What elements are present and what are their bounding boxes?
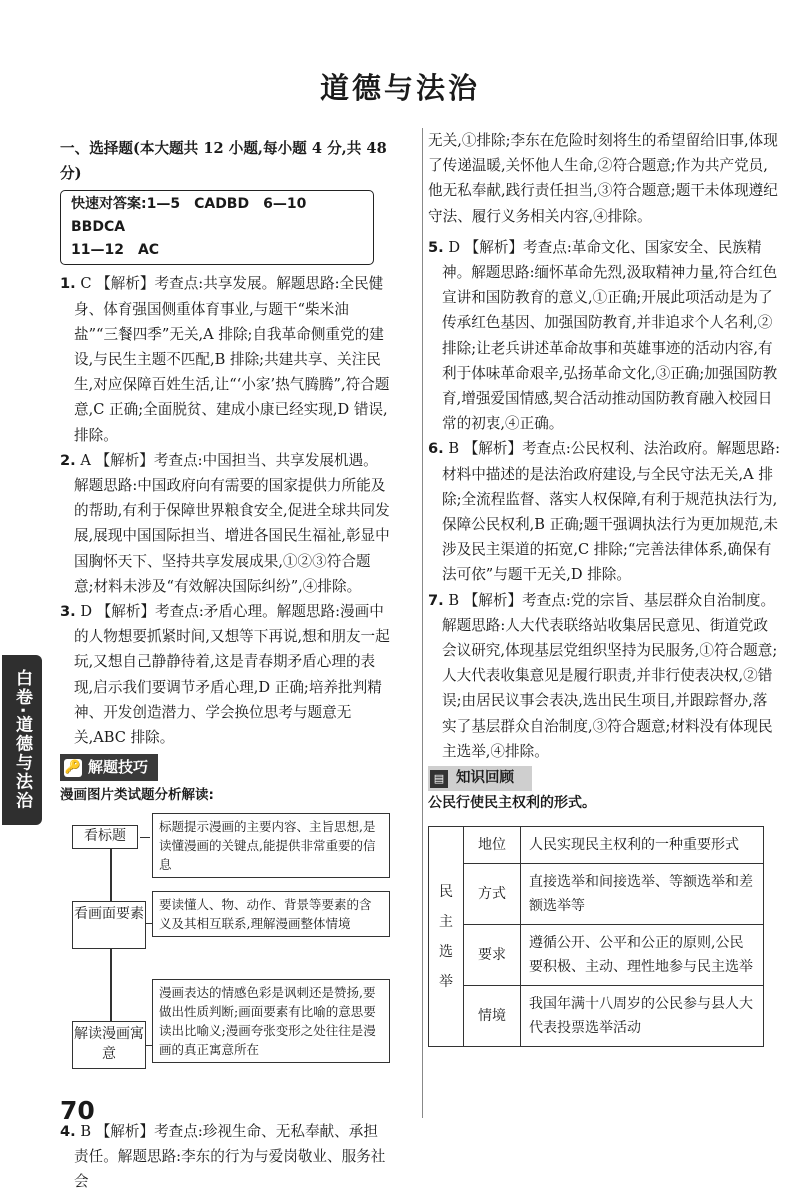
quick-answer-line-2: 11—12 AC xyxy=(71,242,160,259)
flow-step-meaning-desc: 漫画表达的情感色彩是讽刺还是赞扬,要做出性质判断;画面要素有比喻的意思要读出比喻义;漫画夸张变形之处往往是漫画的真正寓意所在 xyxy=(152,979,390,1063)
question-text: B 【解析】考查点:珍视生命、无私奉献、承担责任。解题思路:李东的行为与爱岗敬业、服务社会 xyxy=(74,1122,386,1191)
flow-step-elements: 看画面要素 xyxy=(72,901,146,949)
table-key: 要求 xyxy=(464,925,521,986)
knowledge-intro: 公民行使民主权利的形式。 xyxy=(428,795,596,812)
page-number: 70 xyxy=(60,1096,95,1125)
knowledge-header-label: 知识回顾 xyxy=(456,770,514,787)
column-divider xyxy=(422,128,423,1118)
table-row xyxy=(429,925,764,986)
tip-subtitle: 漫画图片类试题分析解读: xyxy=(60,787,214,804)
tip-header xyxy=(60,754,158,781)
table-key: 方式 xyxy=(464,864,521,925)
question-text: B 【解析】考查点:党的宗旨、基层群众自治制度。解题思路:人大代表联络站收集居民意见、街道党政会议研究,体现基层党组织坚持为民服务,①符合题意;人大代表收集意见是履行职责,并非行使表决权,②错误;由居民议事会表决,选出民生项目,并跟踪督办,落实了基层群众自治制度,③符合题意;材料没有体现民主选举,④排除。 xyxy=(442,591,778,760)
section-header: 一、选择题(本大题共 12 小题,每小题 4 分,共 48 分) xyxy=(60,140,387,183)
table-value: 直接选举和间接选举、等额选举和差额选举等 xyxy=(521,864,764,925)
question-number: 4. xyxy=(60,1122,76,1140)
book-icon: ▤ xyxy=(430,770,448,788)
table-row xyxy=(429,864,764,925)
knowledge-table xyxy=(428,826,764,1047)
question-7 xyxy=(428,588,780,764)
quick-answer-line-1: 快速对答案:1—5 CADBD 6—10 BBDCA xyxy=(71,196,321,236)
tip-header-label: 解题技巧 xyxy=(88,758,149,777)
table-key: 情境 xyxy=(464,986,521,1047)
question-6 xyxy=(428,436,780,587)
table-row-header: 民主选举 xyxy=(429,827,464,1047)
question-number: 6. xyxy=(428,440,444,458)
question-text: C 【解析】考查点:共享发展。解题思路:全民健身、体育强国侧重体育事业,与题干“柴米油盐”“三餐四季”无关,A 排除;自我革命侧重党的建设,与民生主题不匹配,B 排除;共建共享、关注民生,对应保障百姓生活,让“‘小家’热气腾腾”,符合题意,C 正确;全面脱贫、建成小康已经实现,D 错误,排除。 xyxy=(74,275,390,444)
quick-answer-box xyxy=(60,190,374,265)
key-icon: 🔑 xyxy=(64,759,82,775)
table-value: 我国年满十八周岁的公民参与县人大代表投票选举活动 xyxy=(521,986,764,1047)
table-row xyxy=(429,827,764,864)
question-5 xyxy=(428,235,780,437)
question-1 xyxy=(60,271,390,447)
flow-step-elements-desc: 要读懂人、物、动作、背景等要素的含义及其相互联系,理解漫画整体情境 xyxy=(152,891,390,937)
question-number: 1. xyxy=(60,275,76,293)
page-title: 道德与法治 xyxy=(319,71,480,105)
flow-step-meaning: 解读漫画寓意 xyxy=(72,1021,146,1069)
question-number: 3. xyxy=(60,603,76,621)
question-text: D 【解析】考查点:革命文化、国家安全、民族精神。解题思路:缅怀革命先烈,汲取精神力量,符合红色宣讲和国防教育的意义,①正确;开展此项活动是为了传承红色基因、加强国防教育,并非追求个人名利,②排除;让老兵讲述革命故事和英雄事迹的活动内容,有利于体味革命艰辛,弘扬革命文化,③正确;加强国防教育,增强爱国情感,契合活动推动国防教育融入校园日常的初衷,④正确。 xyxy=(442,238,778,433)
knowledge-header xyxy=(428,766,532,791)
tip-flowchart xyxy=(60,813,390,1113)
table-key: 地位 xyxy=(464,827,521,864)
question-text: A 【解析】考查点:中国担当、共享发展机遇。解题思路:中国政府向有需要的国家提供力所能及的帮助,有利于保障世界粮食安全,促进全球共同发展,展现中国国际担当、增进各国民生福祉,彰显中国胸怀天下、坚持共享发展成果,①②③符合题意;材料未涉及“有效解决国际纠纷”,④排除。 xyxy=(74,451,390,595)
table-row xyxy=(429,986,764,1047)
question-3 xyxy=(60,599,390,750)
question-text: B 【解析】考查点:公民权利、法治政府。解题思路:材料中描述的是法治政府建设,与全民守法无关,A 排除;全流程监督、落实人权保障,有利于规范执法行为,保障公民权利,B 正确;题干强调执法行为更加规范,未涉及民主渠道的拓宽,C 排除;“完善法律体系,确保有法可依”与题干无关,D 排除。 xyxy=(442,440,781,584)
left-column xyxy=(60,136,390,1194)
question-number: 5. xyxy=(428,238,444,256)
table-value: 遵循公开、公平和公正的原则,公民要积极、主动、理性地参与民主选举 xyxy=(521,925,764,986)
flow-connector xyxy=(140,837,150,839)
question-text: D 【解析】考查点:矛盾心理。解题思路:漫画中的人物想要抓紧时间,又想等下再说,想和朋友一起玩,又想自己静静待着,这是青春期矛盾心理的表现,启示我们要调节矛盾心理,D 正确;培养批判精神、开发创造潜力、学会换位思考与题意无关,ABC 排除。 xyxy=(74,603,390,747)
question-number: 2. xyxy=(60,451,76,469)
question-4-continued: 无关,①排除;李东在危险时刻将生的希望留给旧事,体现了传递温暖,关怀他人生命,②符合题意;作为共产党员,他无私奉献,践行责任担当,③符合题意;题干未体现遵纪守法、履行义务相关内容,④排除。 xyxy=(428,132,778,225)
question-4-start xyxy=(60,1119,390,1194)
side-tab: 白卷·道德与法治 xyxy=(2,655,42,825)
right-column xyxy=(428,128,780,1047)
question-number: 7. xyxy=(428,591,444,609)
flow-step-title: 看标题 xyxy=(72,825,138,849)
question-2 xyxy=(60,448,390,599)
flow-step-title-desc: 标题提示漫画的主要内容、主旨思想,是读懂漫画的关键点,能提供非常重要的信息 xyxy=(152,813,390,878)
table-value: 人民实现民主权利的一种重要形式 xyxy=(521,827,764,864)
